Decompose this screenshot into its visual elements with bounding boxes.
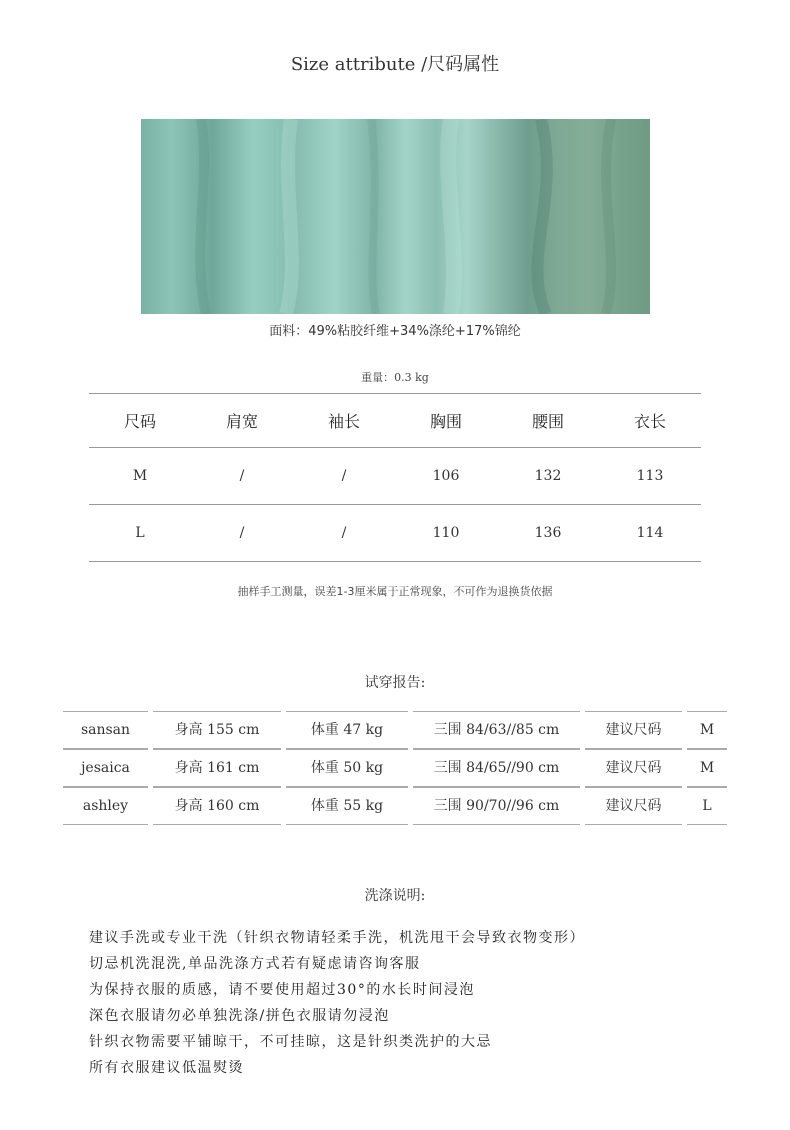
fabric-swatch-image — [141, 119, 650, 314]
table-header: 肩宽 — [191, 394, 293, 448]
table-header: 胸围 — [395, 394, 497, 448]
measurement-note: 抽样手工测量，误差1-3厘米属于正常现象，不可作为退换货依据 — [237, 585, 553, 598]
table-cell: 113 — [599, 448, 701, 505]
fit-report-row — [0, 787, 790, 825]
model-weight: 体重 55 kg — [286, 787, 408, 825]
washing-instructions — [89, 925, 585, 1081]
model-height: 身高 155 cm — [153, 711, 281, 749]
list-item: 切忌机洗混洗,单品洗涤方式若有疑虑请咨询客服 — [89, 956, 421, 972]
table-header: 袖长 — [293, 394, 395, 448]
material-composition: 面料：49%粘胶纤维+34%涤纶+17%锦纶 — [269, 324, 521, 339]
model-height: 身高 160 cm — [153, 787, 281, 825]
list-item: 建议手洗或专业干洗（针织衣物请轻柔手洗，机洗甩干会导致衣物变形） — [89, 930, 585, 946]
table-header: 衣长 — [599, 394, 701, 448]
table-row — [89, 505, 701, 562]
table-cell: 132 — [497, 448, 599, 505]
table-cell: 114 — [599, 505, 701, 562]
size-table-header-row — [89, 394, 701, 448]
model-measurements: 三围 84/63//85 cm — [413, 711, 580, 749]
table-cell: L — [89, 505, 191, 562]
suggested-size-label: 建议尺码 — [585, 749, 682, 787]
model-measurements: 三围 90/70//96 cm — [413, 787, 580, 825]
table-header: 尺码 — [89, 394, 191, 448]
table-cell: / — [293, 505, 395, 562]
suggested-size-label: 建议尺码 — [585, 711, 682, 749]
table-cell: / — [191, 505, 293, 562]
fit-report-row — [0, 711, 790, 749]
table-header: 腰围 — [497, 394, 599, 448]
model-weight: 体重 50 kg — [286, 749, 408, 787]
list-item: 针织衣物需要平铺晾干，不可挂晾，这是针织类洗护的大忌 — [89, 1034, 492, 1050]
table-cell: 136 — [497, 505, 599, 562]
table-cell: / — [293, 448, 395, 505]
suggested-size-label: 建议尺码 — [585, 787, 682, 825]
model-weight: 体重 47 kg — [286, 711, 408, 749]
model-name: ashley — [63, 787, 148, 825]
model-name: jesaica — [63, 749, 148, 787]
model-measurements: 三围 84/65//90 cm — [413, 749, 580, 787]
page-title: Size attribute /尺码属性 — [290, 54, 500, 75]
table-cell: / — [191, 448, 293, 505]
model-name: sansan — [63, 711, 148, 749]
model-height: 身高 161 cm — [153, 749, 281, 787]
list-item: 为保持衣服的质感，请不要使用超过30°的水长时间浸泡 — [89, 982, 475, 998]
list-item: 所有衣服建议低温熨烫 — [89, 1060, 244, 1076]
washing-title: 洗涤说明: — [364, 888, 426, 904]
suggested-size-value: L — [687, 787, 727, 825]
size-table — [89, 393, 701, 562]
weight-text: 重量：0.3 kg — [361, 371, 429, 384]
table-cell: M — [89, 448, 191, 505]
table-row — [89, 448, 701, 505]
list-item: 深色衣服请勿必单独洗涤/拼色衣服请勿浸泡 — [89, 1008, 390, 1024]
suggested-size-value: M — [687, 749, 727, 787]
fit-report-row — [0, 749, 790, 787]
table-cell: 110 — [395, 505, 497, 562]
fit-report-title: 试穿报告: — [364, 675, 426, 691]
table-cell: 106 — [395, 448, 497, 505]
suggested-size-value: M — [687, 711, 727, 749]
